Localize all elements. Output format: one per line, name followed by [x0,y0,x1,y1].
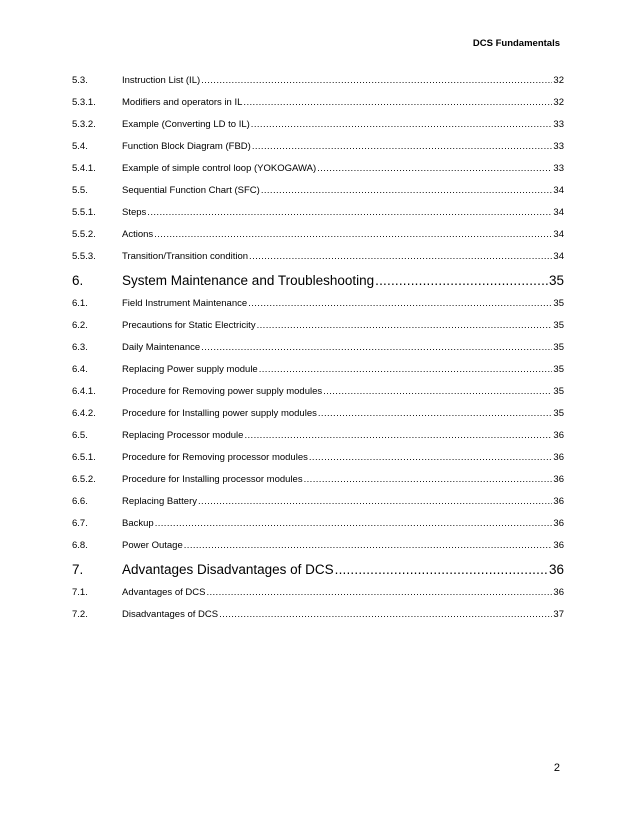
toc-page: 33 [553,119,564,130]
toc-row[interactable] [72,70,564,92]
toc-page: 34 [553,185,564,196]
toc-number: 6.5.1. [72,452,96,463]
toc-leader [201,337,552,359]
table-of-contents [72,70,564,626]
toc-number: 7. [72,562,84,577]
toc-page: 36 [553,452,564,463]
toc-leader [375,268,548,293]
toc-row[interactable] [72,114,564,136]
toc-leader [243,92,552,114]
toc-chapter-row[interactable] [72,557,564,582]
toc-number: 7.1. [72,587,88,598]
toc-row[interactable] [72,315,564,337]
toc-page: 35 [553,386,564,397]
toc-leader [249,246,552,268]
toc-number: 6.2. [72,320,88,331]
toc-page: 35 [553,298,564,309]
toc-title: Power Outage [122,540,183,551]
toc-page: 33 [553,141,564,152]
toc-number: 5.4.1. [72,163,96,174]
toc-title: Procedure for Installing power supply modules [122,408,317,419]
toc-leader [147,202,552,224]
toc-title: Replacing Power supply module [122,364,258,375]
toc-leader [323,381,552,403]
toc-page: 36 [553,587,564,598]
toc-leader [304,469,553,491]
toc-leader [198,491,552,513]
toc-leader [259,359,553,381]
toc-title: Sequential Function Chart (SFC) [122,185,260,196]
toc-number: 5.5.2. [72,229,96,240]
toc-row[interactable] [72,381,564,403]
toc-title: Instruction List (IL) [122,75,201,86]
toc-row[interactable] [72,469,564,491]
toc-title: Procedure for Installing processor modules [122,474,303,485]
toc-leader [317,158,552,180]
toc-page: 35 [553,364,564,375]
toc-page: 35 [548,273,564,288]
toc-title: Procedure for Removing power supply modules [122,386,323,397]
toc-row[interactable] [72,224,564,246]
toc-row[interactable] [72,403,564,425]
toc-row[interactable] [72,246,564,268]
toc-leader [219,604,552,626]
toc-leader [154,224,552,246]
toc-number: 5.3. [72,75,88,86]
toc-page: 36 [553,474,564,485]
toc-page: 34 [553,207,564,218]
toc-number: 6.1. [72,298,88,309]
toc-leader [244,425,552,447]
toc-row[interactable] [72,582,564,604]
toc-title: Replacing Battery [122,496,197,507]
toc-number: 6.5. [72,430,88,441]
toc-row[interactable] [72,337,564,359]
toc-number: 6.7. [72,518,88,529]
toc-row[interactable] [72,158,564,180]
toc-page: 37 [553,609,564,620]
toc-page: 32 [553,75,564,86]
toc-row[interactable] [72,180,564,202]
toc-page: 36 [553,540,564,551]
toc-number: 6. [72,273,84,288]
toc-title: Field Instrument Maintenance [122,298,248,309]
toc-page: 36 [553,430,564,441]
toc-leader [261,180,553,202]
toc-number: 5.4. [72,141,88,152]
toc-title: Disadvantages of DCS [122,609,219,620]
toc-number: 5.3.1. [72,97,96,108]
toc-title: Function Block Diagram (FBD) [122,141,251,152]
toc-number: 6.3. [72,342,88,353]
toc-row[interactable] [72,359,564,381]
toc-page: 34 [553,229,564,240]
toc-number: 6.4.1. [72,386,96,397]
toc-title: Actions [122,229,154,240]
toc-row[interactable] [72,293,564,315]
toc-number: 6.4. [72,364,88,375]
toc-leader [335,557,548,582]
toc-leader [201,70,552,92]
toc-number: 6.5.2. [72,474,96,485]
toc-row[interactable] [72,92,564,114]
toc-title: Modifiers and operators in IL [122,97,243,108]
toc-title: Procedure for Removing processor modules [122,452,308,463]
toc-number: 5.3.2. [72,119,96,130]
toc-leader [257,315,553,337]
toc-leader [184,535,553,557]
toc-row[interactable] [72,604,564,626]
toc-page: 32 [553,97,564,108]
toc-title: Replacing Processor module [122,430,244,441]
toc-leader [309,447,553,469]
running-header: DCS Fundamentals [472,38,560,49]
toc-number: 6.4.2. [72,408,96,419]
toc-page: 36 [548,562,564,577]
toc-title: Daily Maintenance [122,342,201,353]
toc-page: 33 [553,163,564,174]
toc-row[interactable] [72,447,564,469]
toc-leader [318,403,553,425]
toc-page: 36 [553,496,564,507]
toc-leader [252,136,553,158]
toc-title: Precautions for Static Electricity [122,320,256,331]
toc-title: Advantages of DCS [122,587,206,598]
page-number: 2 [553,762,560,774]
toc-number: 7.2. [72,609,88,620]
toc-leader [155,513,553,535]
toc-row[interactable] [72,425,564,447]
toc-title: Steps [122,207,147,218]
toc-page: 35 [553,342,564,353]
toc-page: 36 [553,518,564,529]
toc-title: System Maintenance and Troubleshooting [122,273,375,288]
toc-page: 34 [553,251,564,262]
toc-leader [251,114,553,136]
toc-number: 5.5.1. [72,207,96,218]
toc-row[interactable] [72,513,564,535]
toc-title: Advantages Disadvantages of DCS [122,562,334,577]
toc-page: 35 [553,320,564,331]
toc-title: Example (Converting LD to IL) [122,119,250,130]
toc-row[interactable] [72,136,564,158]
toc-number: 6.8. [72,540,88,551]
toc-number: 6.6. [72,496,88,507]
toc-row[interactable] [72,491,564,513]
toc-row[interactable] [72,535,564,557]
toc-leader [248,293,552,315]
toc-number: 5.5.3. [72,251,96,262]
toc-page: 35 [553,408,564,419]
toc-chapter-row[interactable] [72,268,564,293]
toc-number: 5.5. [72,185,88,196]
toc-row[interactable] [72,202,564,224]
toc-title: Example of simple control loop (YOKOGAWA) [122,163,317,174]
toc-title: Backup [122,518,154,529]
toc-leader [206,582,552,604]
toc-title: Transition/Transition condition [122,251,249,262]
